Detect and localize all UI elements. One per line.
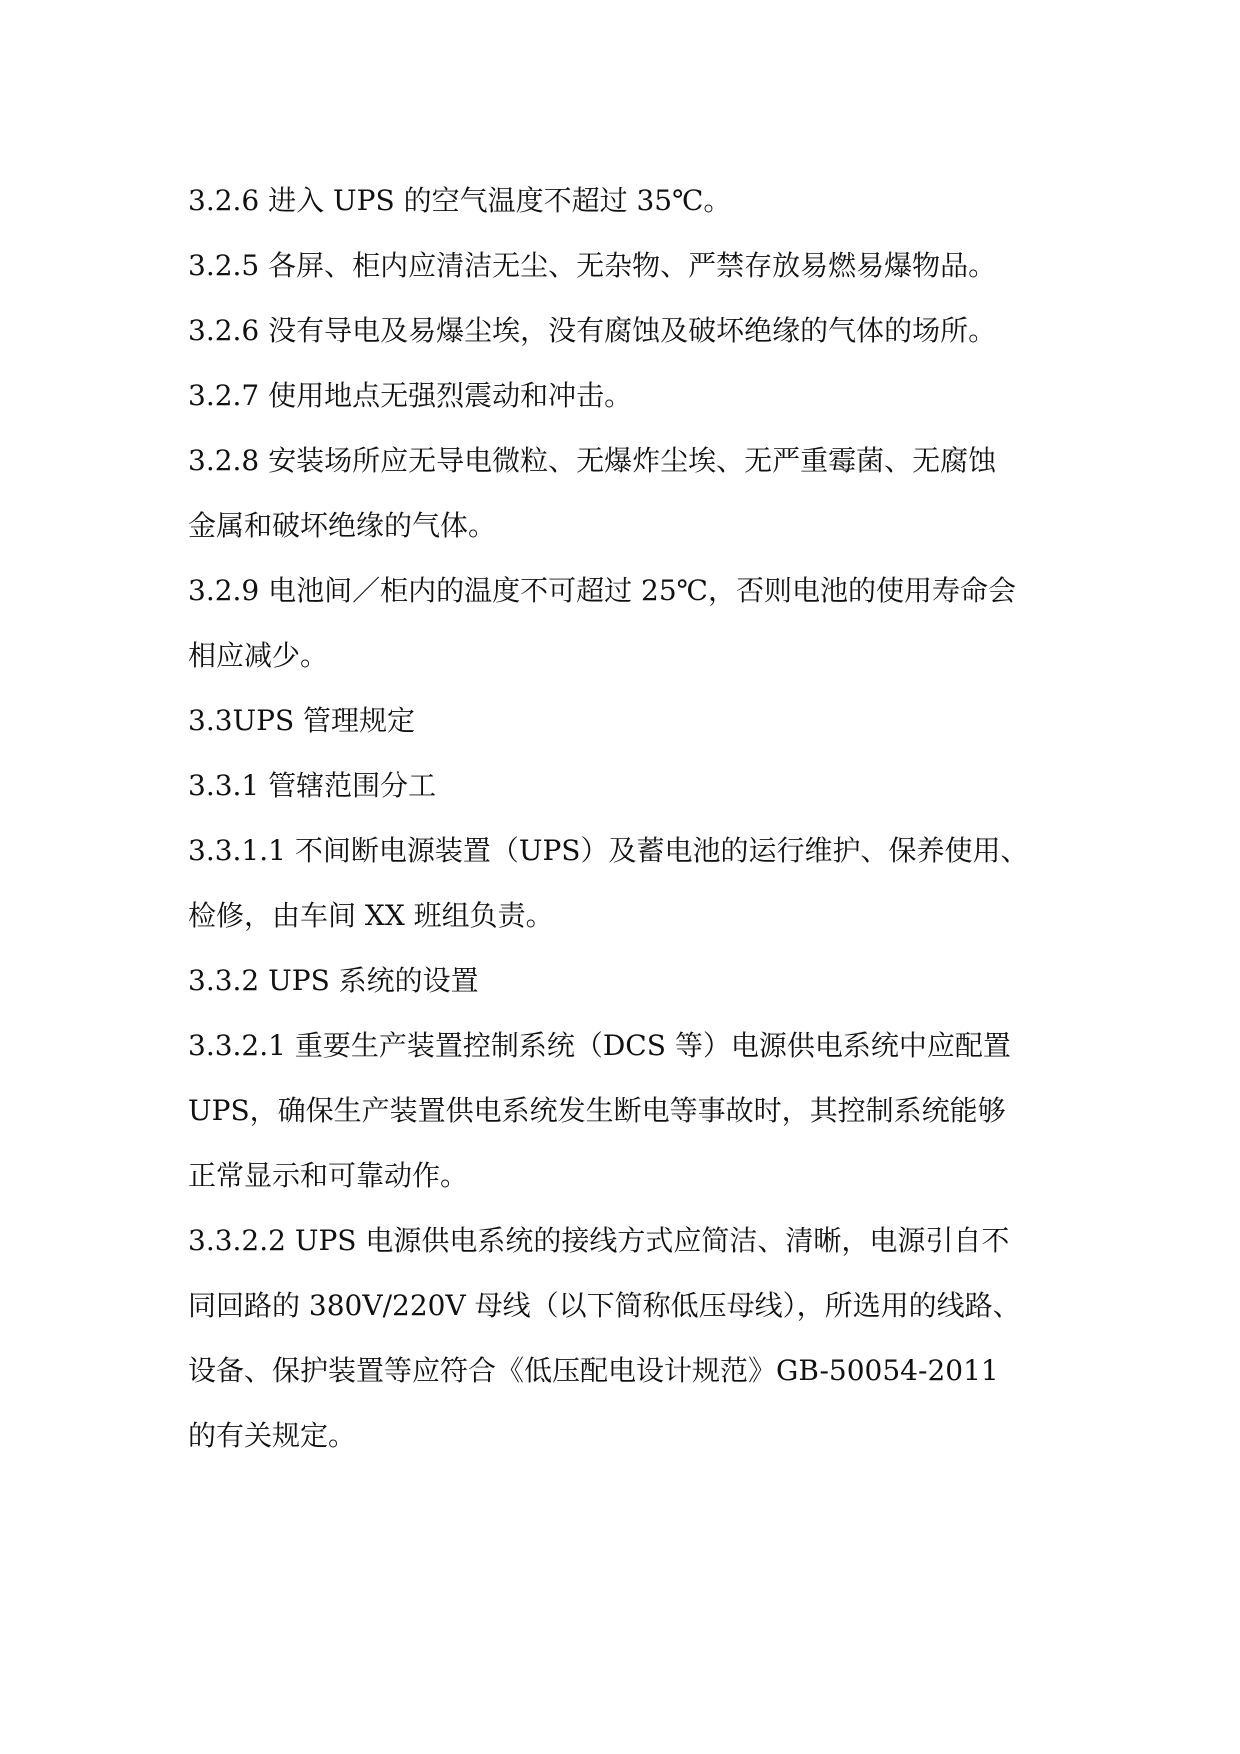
text-line-3-3-2-1: 3.3.2.1 重要生产装置控制系统（DCS 等）电源供电系统中应配置 (188, 1029, 1011, 1062)
document-body (188, 168, 1088, 1468)
text-line-3-2-8-continued: 金属和破坏绝缘的气体。 (188, 509, 497, 542)
text-line-3-2-8-install-site: 3.2.8 安装场所应无导电微粒、无爆炸尘埃、无严重霉菌、无腐蚀 (188, 444, 997, 477)
text-line-3-2-9-continued: 相应减少。 (188, 639, 329, 672)
text-line-3-2-7-no-vibration: 3.2.7 使用地点无强烈震动和冲击。 (188, 379, 633, 412)
text-line-3-3-2-1-continued-1: UPS，确保生产装置供电系统发生断电等事故时，其控制系统能够 (188, 1094, 1006, 1127)
text-line-3-2-5-cabinet-clean: 3.2.5 各屏、柜内应清洁无尘、无杂物、严禁存放易燃易爆物品。 (188, 249, 997, 282)
section-heading-3-3: 3.3UPS 管理规定 (188, 704, 416, 737)
text-line-3-3-1-1-continued: 检修，由车间 XX 班组负责。 (188, 899, 554, 932)
text-line-3-2-6-no-conductive-dust: 3.2.6 没有导电及易爆尘埃，没有腐蚀及破坏绝缘的气体的场所。 (188, 314, 997, 347)
text-line-3-3-2-1-continued-2: 正常显示和可靠动作。 (188, 1159, 469, 1192)
text-line-3-3-1-1: 3.3.1.1 不间断电源装置（UPS）及蓄电池的运行维护、保养使用、 (188, 834, 1029, 867)
text-line-3-2-6-air-temperature: 3.2.6 进入 UPS 的空气温度不超过 35℃。 (188, 184, 732, 217)
text-line-3-2-9-battery-temperature: 3.2.9 电池间／柜内的温度不可超过 25℃，否则电池的使用寿命会 (188, 574, 1016, 607)
text-line-3-3-2-2-continued-2: 设备、保护装置等应符合《低压配电设计规范》GB-50054-2011 (188, 1354, 999, 1387)
section-heading-3-3-2: 3.3.2 UPS 系统的设置 (188, 964, 479, 997)
text-line-3-3-2-2-continued-3: 的有关规定。 (188, 1419, 357, 1452)
text-line-3-3-2-2-continued-1: 同回路的 380V/220V 母线（以下简称低压母线），所选用的线路、 (188, 1289, 1021, 1322)
section-heading-3-3-1: 3.3.1 管辖范围分工 (188, 769, 437, 802)
text-line-3-3-2-2: 3.3.2.2 UPS 电源供电系统的接线方式应简洁、清晰，电源引自不 (188, 1224, 1010, 1257)
